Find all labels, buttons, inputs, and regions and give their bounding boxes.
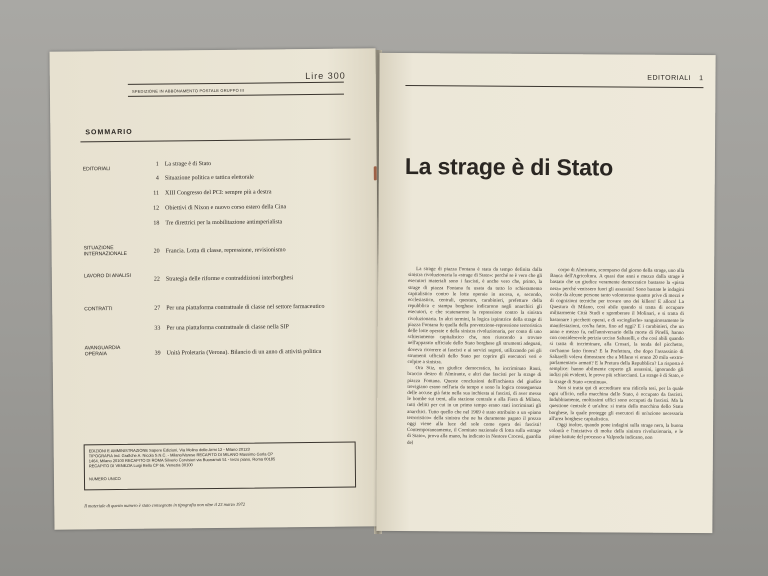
section-label: EDITORIALI xyxy=(82,166,111,173)
article-paragraph: Non si tratta qui di accreditare una ridicola tesi, per la quale ogni ufficio, nella macchina dello Stato, è occupato da fascisti. Indubbiamente, moltissimi uffici sono occupati da fascisti. Ma la questione centrale è un'altra: si tratta della macchina dello Stato borghese, la quale protegge gli esecutori di un'azione necessaria all'area borghese capitalistica. xyxy=(549,385,684,423)
toc-title: La strage è di Stato xyxy=(164,161,212,168)
page-number: 1 xyxy=(699,75,704,83)
toc-page-number: 22 xyxy=(153,276,160,283)
toc-page-number: 12 xyxy=(153,205,160,212)
section-label: CONTRATTI xyxy=(84,306,113,313)
section-header-label: EDITORIALI xyxy=(647,74,692,83)
article-paragraph: La strage di piazza Fontana è stata da tempo definita dalla sinistra rivoluzionaria la «strage di Stato»: perché se è vero che gli esecutori materiali sono i fascisti, è anche vero che, primo, la strage di piazza Fontana fu usata da tutto lo schieramento capitalistico contro le lotte operaie in ascesa, e, secondo, ecclesiastico, centrali, questure, carabinieri, prefetture della repubblica e stampa borghese indicarono negli anarchici gli esecutori, e che scatenarono la repressione contro la sinistra rivoluzionaria. In altri termini, la logica ispiratrice della strage di piazza Fontana fu quella della prevenzione-repressione terroristica delle lotte operaie e della sinistra rivoluzionaria, per conto di uno schieramento capitalistico che, non riuscendo a trovare nell'apparato ufficiale dello Stato borghese gli strumenti adeguati, doveva ricorrere ai fascisti e ai servizi segreti, utilizzando poi gli strumenti ufficiali dello Stato per coprire gli esecutori veri e colpire a sinistra. xyxy=(407,267,543,366)
article-headline: La strage è di Stato xyxy=(404,153,614,181)
header-rule-lower xyxy=(128,94,344,97)
section-label: AVANGUARDIA OPERAIA xyxy=(84,344,121,358)
print-footnote: Il materiale di questo numero è stato consegnato in tipografia non oltre il 23 marzo 1972 xyxy=(84,501,246,509)
article-paragraph: Ora Stiz, un giudice democratico, ha incriminato Rauti, braccio destro di Almirante, e altri due fascisti per la strage di piazza Fontana. Queste conclusioni dell'inchiesta del giudice trevigiano erano nell'aria da tempo e sono la logica conseguenza delle accuse già fatte nella sua inchiesta ai fascisti, di aver messo le bombe sui treni, alla stazione centrale e alla Fiera di Milano, tutti delitti per cui in un primo tempo erano stati incriminati gli anarchici. Tutto quello che nel 1969 è stato attribuito a un «piano terroristico» della sinistra che ne ha duramente pagato il prezzo oggi viene alla luce del sole come opera dei fascisti! Contemporaneamente, il Comitato nazionale di lotta sulla «strage di Stato», prova alla mano, ha indicato in Nestore Crocesi, guardia del xyxy=(406,366,542,446)
toc-page-number: 33 xyxy=(154,325,161,332)
toc-title: Strategia delle riforme e contraddizioni interborghesi xyxy=(165,275,294,283)
toc-title: Per una piattaforma contrattuale di classe nella SIP xyxy=(166,324,289,332)
toc-title: Francia. Lotta di classe, repressione, revisionismo xyxy=(165,247,286,255)
toc-page-number: 18 xyxy=(153,220,160,227)
article-paragraph: corpo di Almirante, scomparso dal giorno della strage, uno alla Banca dell'Agricoltura. A quasi due anni e mezzo dalla strage è bastato che un giudice veramente democratico bastasse la «pista nera» perché venissero fuori gli assassini! Sono bastate le indagini svolte da alcune persone tanto volonterose quanto prive di mezzi e di cognizioni tecniche per trovare uno dei killers! E allora! La Questura di Milano, così abile quando si tratta di occupare militarmente Città Studi e sgomberare il Molinari, e si tratta di bastonare i picchetti operai, e di «scioglierle» sanguinosamente le manifestazioni, cos'ha fatto, fino ad oggi? E i carabinieri, che un anno e mezzo fa, nell'anniversario della morte di Pinelli, hanno con considerevole perizia ucciso Saltarelli, e che così abili quando si tratta di incriminare, alla Crosari, la tenda del picchetto, cos'hanno fatto finora? E la Prefettura, che dopo l'assassinio di Saltarelli voleva dimostrare che a Milano vi erano 20 mila «extra-parlamentari» armati? E la Pretura della Repubblica? La risposta è semplice: hanno abilmente coperto gli assassini, ignorando gli indizi più evidenti, le prove più schiaccianti. La strage è di Stato, e la strage di Stato «continua». xyxy=(549,268,685,386)
toc-page-number: 20 xyxy=(153,248,160,255)
toc-entry[interactable] xyxy=(149,203,361,212)
contents-page xyxy=(50,48,381,529)
section-label: LAVORO DI ANALISI xyxy=(83,272,132,280)
toc-title: Obiettivi di Nixon e nuovo corso estero della Cina xyxy=(165,204,287,212)
article-paragraph: Oggi inoltre, quando pone indagini sulla strage nera, la buona volontà e l'iniziativa di molte della sinistra rivoluzionaria, e le prime battute del processo a Valpreda indicano, non xyxy=(548,423,684,442)
toc-title: Tre direttrici per la mobilitazione antimperialista xyxy=(165,219,283,227)
toc-title: XIII Congresso del PCI: sempre più a destra xyxy=(164,189,272,197)
toc-entry[interactable] xyxy=(150,323,362,332)
toc-entry[interactable] xyxy=(150,303,362,312)
issue-note: NUMERO UNICO xyxy=(88,475,121,482)
toc-entry[interactable] xyxy=(149,188,361,197)
toc-entry[interactable] xyxy=(149,173,361,182)
postal-note: SPEDIZIONE IN ABBONAMENTO POSTALE GRUPPO III xyxy=(131,87,245,94)
publisher-line: 1464, Milano 20100 RECAPITO DI ROMA Silverio Corvisieri via Buonarroti 51 - terzo piano, Roma 00185 xyxy=(88,456,276,464)
toc-page-number: 1 xyxy=(155,161,159,168)
section-label: SITUAZIONE INTERNAZIONALE xyxy=(83,245,128,258)
publisher-box xyxy=(84,442,356,491)
toc-page-number: 27 xyxy=(154,305,161,312)
header-rule xyxy=(405,85,703,88)
summary-rule xyxy=(80,139,350,143)
toc-page-number: 11 xyxy=(153,190,160,197)
toc-title: Unità Proletaria (Verona). Bilancio di un anno di attività politica xyxy=(166,348,322,357)
ink-stain xyxy=(374,166,377,180)
price-label: Lire 300 xyxy=(305,70,346,82)
article-column-2 xyxy=(549,268,684,443)
article-column-1 xyxy=(407,267,542,448)
toc-page-number: 39 xyxy=(154,350,161,357)
toc-entry[interactable] xyxy=(149,218,361,227)
header-rule xyxy=(128,82,344,85)
summary-title: SOMMARIO xyxy=(85,128,133,137)
editorial-page xyxy=(376,53,715,533)
section-header xyxy=(639,75,703,82)
toc-entry[interactable] xyxy=(151,348,363,357)
toc-entry[interactable] xyxy=(150,246,362,255)
publisher-line: TIPOGRAFIA Ind. Grafiche A. Nicola S.N.C. - Milano/Varese RECAPITO DI MILANO Massimo Gorla CP xyxy=(88,451,274,459)
publisher-line: RECAPITO DI VENEZIA Luigi Bello CP 66, Venezia 30100 xyxy=(88,462,193,469)
toc-title: Per una piattaforma contrattuale di classe nel settore farmaceutico xyxy=(166,303,325,312)
toc-entry[interactable] xyxy=(150,274,362,283)
toc-entry[interactable] xyxy=(149,159,361,168)
toc-title: Situazione politica e tattica elettorale xyxy=(164,174,254,182)
toc-page-number: 4 xyxy=(155,175,159,182)
publisher-line: EDIZIONI E AMMINISTRAZIONE Sapere Edizioni, Via Molino delle Armi 12 - Milano 20123 xyxy=(88,446,250,454)
